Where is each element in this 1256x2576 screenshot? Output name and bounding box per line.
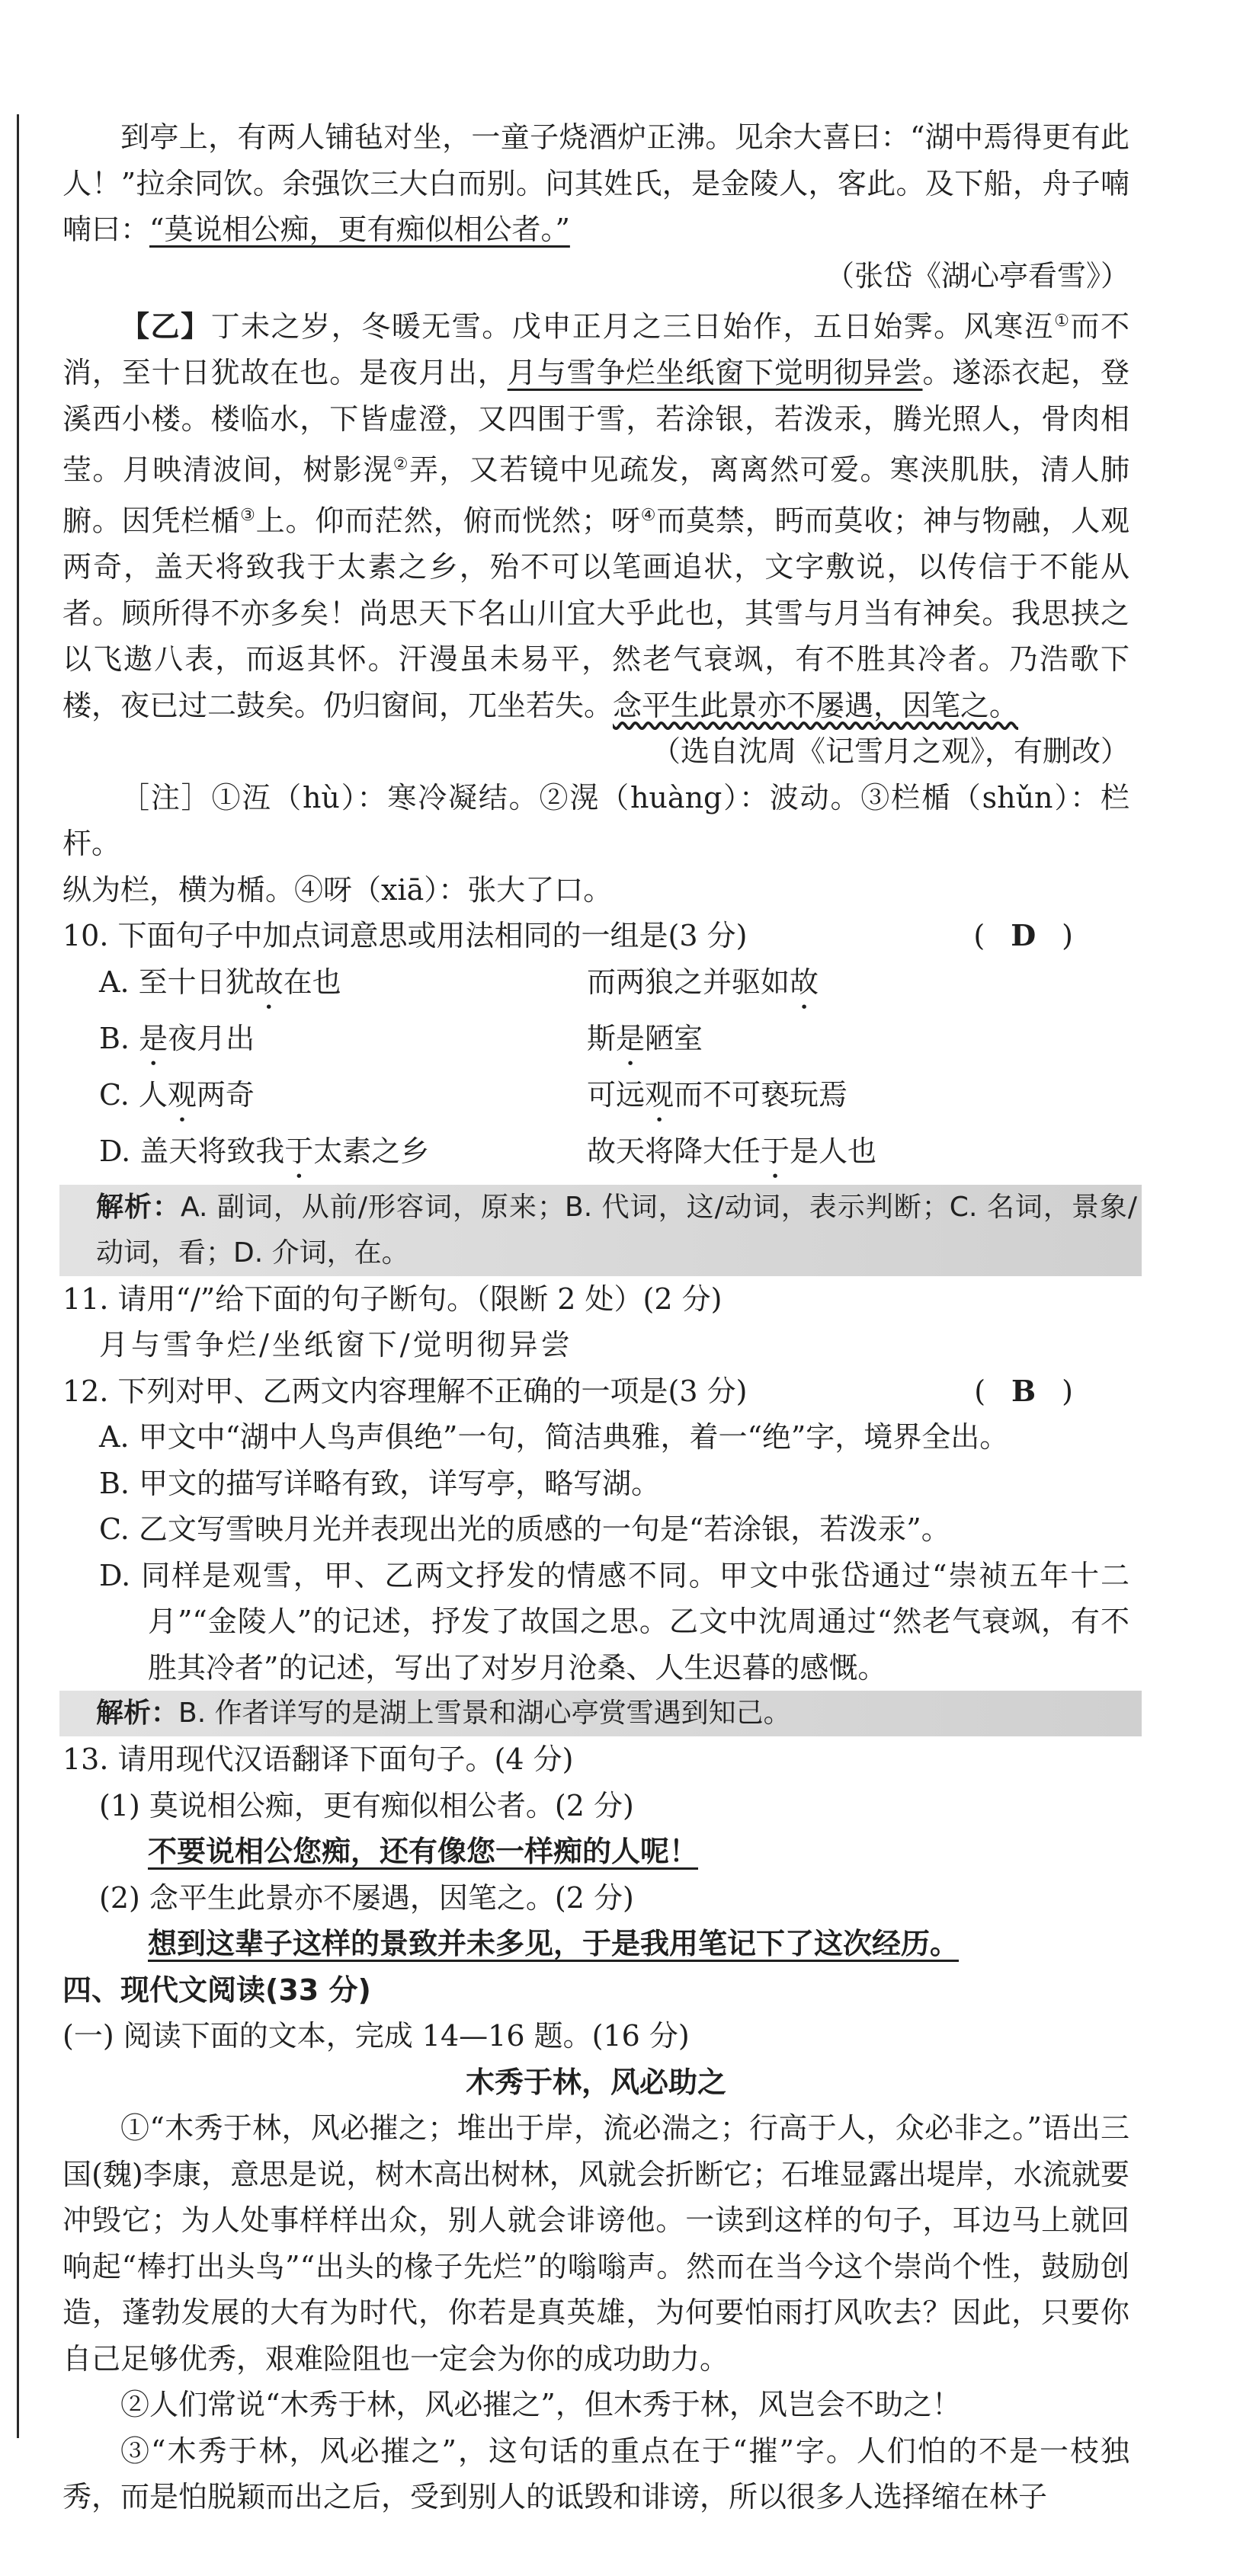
passage-jia-source: （张岱《湖心亭看雪》） xyxy=(825,258,1129,293)
q13-answer-1: 不要说相公您痴，还有像您一样痴的人呢！ xyxy=(148,1835,699,1869)
passage-yi-source: （选自沈周《记雪月之观》，有删改） xyxy=(651,734,1129,769)
passage-yi: 【乙】丁未之岁，冬暖无雪。戊申正月之三日始作，五日始霁。风寒沍①而不消，至十日犹故在也。是夜月出，月与雪争烂坐纸窗下觉明彻异尝。遂添衣起，登溪西小楼。楼临水，下皆虚澄，又四围于雪，若涂银，若泼汞，腾光照人，骨肉相莹。月映清波间，树影滉②弄，又若镜中见疏发，离离然可爱。寒浃肌肤，清人肺腑。因凭栏楯③上。仰而茫然，俯而恍然；呀④而莫禁，眄而莫收；神与物融，人观两奇，盖天将致我于太素之乡，殆不可以笔画追状，文字敷说，以传信于不能从者。顾所得不亦多矣！尚思天下名山川宜大乎此也，其雪与月当有神矣。我思挟之以飞遨八表，而返其怀。汗漫虽未易平，然老气衰飒，有不胜其冷者。乃浩歌下楼，夜已过二鼓矣。仍归窗间，兀坐若失。念平生此景亦不屡遇，因笔之。 xyxy=(62,309,1129,722)
q12-option-b: B. 甲文的描写详略有致，详写亭，略写湖。 xyxy=(99,1466,661,1500)
left-margin-rule xyxy=(17,114,19,2438)
q13-sub-2: (2) 念平生此景亦不屡遇，因笔之。(2 分) xyxy=(99,1880,634,1915)
question-13-stem: 13. 请用现代汉语翻译下面句子。(4 分) xyxy=(62,1742,574,1777)
q10-option-c: C. 人观两奇 可远观而不可亵玩焉 xyxy=(99,1077,848,1112)
article-title: 木秀于林，风必助之 xyxy=(465,2065,726,2099)
q10-option-a: A. 至十日犹故在也 而两狼之并驱如故 xyxy=(99,965,819,999)
q12-explanation: 解析：B. 作者详写的是湖上雪景和湖心亭赏雪遇到知己。 xyxy=(59,1691,1142,1736)
answer-10: ( D ) xyxy=(973,913,1073,959)
q12-option-d: D. 同样是观雪，甲、乙两文抒发的情感不同。甲文中张岱通过“崇祯五年十二月”“金陵人”的记述，抒发了故国之思。乙文中沈周通过“然老气衰飒，有不胜其冷者”的记述，写出了对岁月沧桑、人生迟暮的感慨。 xyxy=(99,1558,1129,1685)
underlined-sentence: 月与雪争烂坐纸窗下觉明彻异尝 xyxy=(507,356,923,390)
q10-explanation: 解析：A. 副词，从前/形容词，原来；B. 代词，这/动词，表示判断；C. 名词，景象/动词，看；D. 介词，在。 xyxy=(59,1185,1142,1276)
q12-option-a: A. 甲文中“湖中人鸟声俱绝”一句，简洁典雅，着一“绝”字，境界全出。 xyxy=(99,1420,1009,1454)
question-10-stem: 10. 下面句子中加点词意思或用法相同的一组是(3 分) ( D ) xyxy=(62,913,1129,959)
q13-answer-2: 想到这辈子这样的景致并未多见，于是我用笔记下了这次经历。 xyxy=(148,1927,960,1961)
page-content xyxy=(62,114,1137,2520)
q10-option-b: B. 是夜月出 斯是陋室 xyxy=(99,1021,703,1055)
article-paragraph-3: ③“木秀于林，风必摧之”，这句话的重点在于“摧”字。人们怕的不是一枝独秀，而是怕脱颖而出之后，受到别人的诋毁和诽谤，所以很多人选择缩在林子 xyxy=(62,2434,1129,2514)
question-11-stem: 11. 请用“/”给下面的句子断句。（限断 2 处）(2 分) xyxy=(62,1282,723,1316)
article-paragraph-2: ②人们常说“木秀于林，风必摧之”，但木秀于林，风岂会不助之！ xyxy=(120,2388,961,2422)
answer-11: 月与雪争烂/坐纸窗下/觉明彻异尝 xyxy=(99,1328,573,1362)
underlined-quote: “莫说相公痴，更有痴似相公者。” xyxy=(149,213,570,246)
section-4-heading: 四、现代文阅读(33 分) xyxy=(62,1973,371,2007)
q13-sub-1: (1) 莫说相公痴，更有痴似相公者。(2 分) xyxy=(99,1788,634,1822)
passage-jia-ending: 到亭上，有两人铺毡对坐，一童子烧酒炉正沸。见余大喜曰：“湖中焉得更有此人！”拉余同饮。余强饮三大白而别。问其姓氏，是金陵人，客此。及下船，舟子喃喃曰：“莫说相公痴，更有痴似相公者。” xyxy=(62,120,1129,246)
question-12-stem: 12. 下列对甲、乙两文内容理解不正确的一项是(3 分) ( B ) xyxy=(62,1368,1129,1415)
q10-option-d: D. 盖天将致我于太素之乡 故天将降大任于是人也 xyxy=(99,1134,877,1168)
section-4-subheading: (一) 阅读下面的文本，完成 14—16 题。(16 分) xyxy=(62,2019,690,2053)
annotation-notes: ［注］①沍（hù）：寒冷凝结。②滉（huàng）：波动。③栏楯（shǔn）：栏杆。 纵为栏，横为楯。④呀（xiā）：张大了口。 xyxy=(62,780,1129,907)
q12-option-c: C. 乙文写雪映月光并表现出光的质感的一句是“若涂银，若泼汞”。 xyxy=(99,1512,950,1547)
wavy-underlined-sentence: 念平生此景亦不屡遇，因笔之。 xyxy=(613,688,1019,722)
answer-12: ( B ) xyxy=(974,1368,1073,1415)
article-paragraph-1: ①“木秀于林，风必摧之；堆出于岸，流必湍之；行高于人，众必非之。”语出三国(魏)李康，意思是说，树木高出树林，风就会折断它；石堆显露出堤岸，水流就要冲毁它；为人处事样样出众，别人就会诽谤他。一读到这样的句子，耳边马上就回响起“棒打出头鸟”“出头的椽子先烂”的嗡嗡声。然而在当今这个崇尚个性，鼓励创造，蓬勃发展的大有为时代，你若是真英雄，为何要怕雨打风吹去？因此，只要你自己足够优秀，艰难险阻也一定会为你的成功助力。 xyxy=(62,2111,1129,2376)
